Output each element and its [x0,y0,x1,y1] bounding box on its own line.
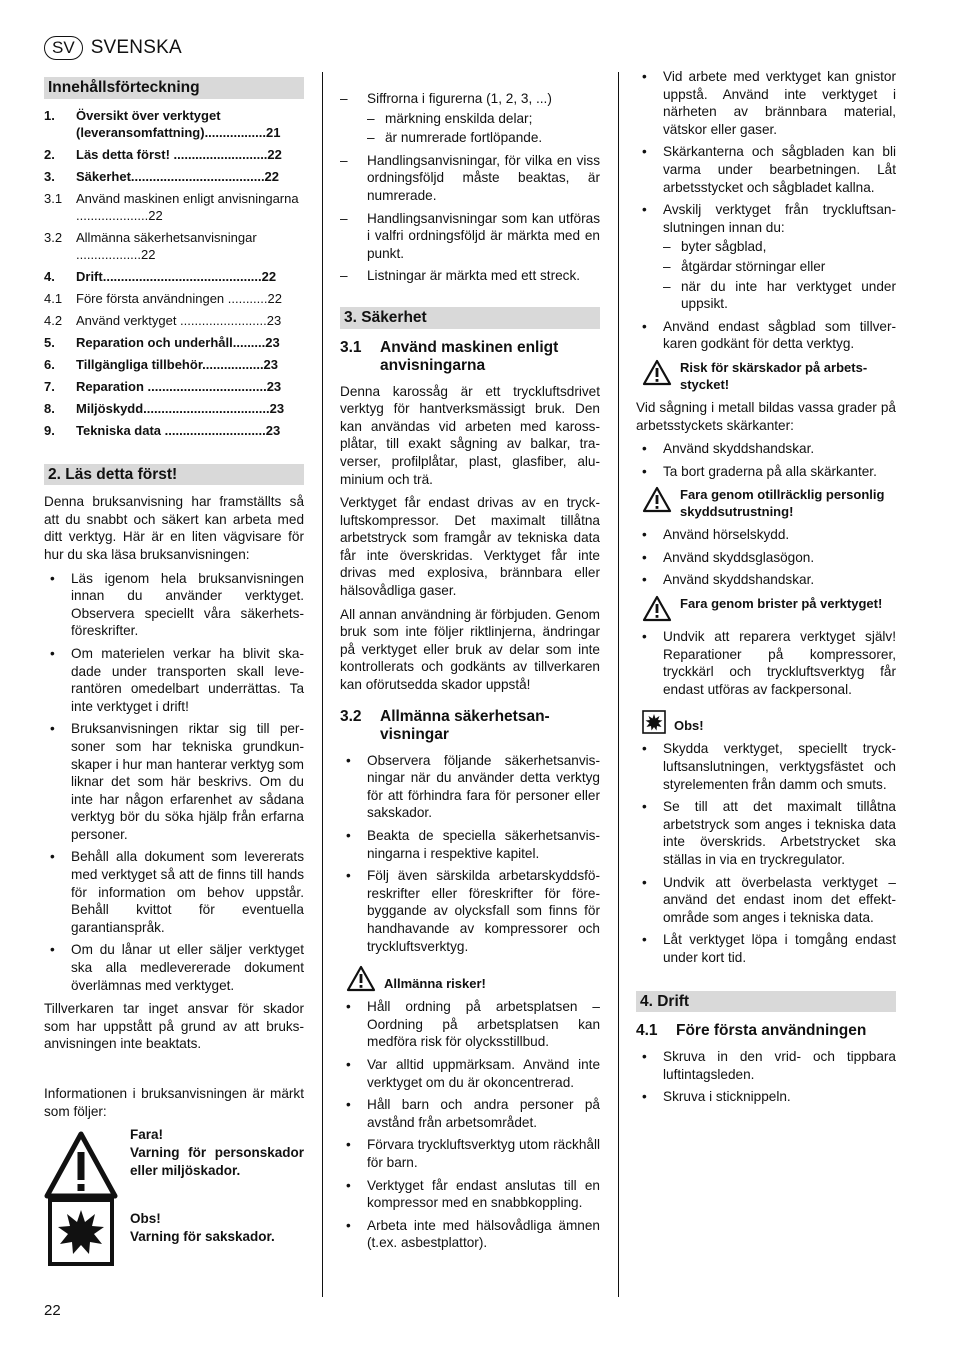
section-2-intro: Denna bruksanvisning har framställts så att du snabbt och säkert kan arbeta med ditt verktyg. Här är en liten vägvisare för hur du ska läsa bruksanvisningen: [44,494,304,562]
obs-note: Obs! [642,710,896,734]
general-risk-warning: Allmänna risker! [346,965,600,992]
list-item: • Håll ordning på arbetsplatsen – Oordning på arbetsplatsen kan medföra risk för olycksstillbud. [340,998,600,1051]
property-damage-icon [48,1198,114,1266]
sub-list [367,110,600,147]
paragraph: Denna karossåg är ett tryckluftsdrivet verktyg för hantverksmässigt bruk. Den kan användas vid arbeten med karossplåtar, till exakt sågning av balkar, traverser, profilplåtar, plast, glasfiber, aluminium och trä. [340,383,600,487]
cut-risk-warning: Risk för skärskador på arbetsstycket! [642,359,896,393]
list-item: • Avskilj verktyget från tryckluftsanslutningen innan du: – byter sågblad, – åtgärdar störningar eller – när du inte har verktyget under uppsikt. [636,201,896,313]
page-number: 22 [44,1302,61,1319]
safety-bullets [340,752,600,956]
toc-number: 5. [44,334,55,350]
toc-entry: Översikt över verktyget (leveransomfattning).................21 [76,107,281,140]
list-item: • Undvik att överbelasta verktyget – använd det endast inom det effektområde som anges i tekniska data. [636,874,896,927]
toc-row [44,290,304,307]
list-item: • Använd skyddshandskar. [636,571,896,589]
toc-row [44,190,304,224]
list-item: • Ta bort graderna på alla skärkanter. [636,463,896,481]
subsection-4-1-title: 4.1 Före första användningen [636,1022,867,1040]
list-item: • Använd endast sågblad som tillverkaren godkänt för detta verktyg. [636,318,896,353]
toc-number: 3. [44,168,55,184]
toc-row [44,422,304,439]
list-item: – Handlingsanvisningar som kan utföras i valfri ordningsföljd är märkta med en punkt. [340,210,600,263]
language-label: SVENSKA [90,37,182,58]
list-item: • Om materielen verkar ha blivit skadade under transporten skall leverantören omedelbart underrättas. Ta inte verktyget i drift! [44,645,304,715]
section-4-title: 4. Drift [636,991,896,1013]
column-1 [44,77,304,1286]
toc-row [44,356,304,373]
list-item: • Läs igenom hela bruksanvisningen innan du använder verktyget. Observera speciellt våra säkerhetsföreskrifter. [44,570,304,640]
toc-entry: Reparation och underhåll.........23 [76,334,280,350]
toc-row [44,268,304,285]
section-2-bullets [44,570,304,995]
list-item [340,90,600,147]
toc-entry: Drift............................................22 [76,268,277,284]
risk-bullets [340,998,600,1252]
legend-danger-text: Varning för personskador eller miljöskador. [130,1145,304,1179]
legend-danger [130,1126,304,1180]
list-item: • Vid arbete med verktyget kan gnistor uppstå. Använd inte verktyget i närheten av brännbara material, vätskor eller gaser. [636,68,896,138]
toc-entry: Tekniska data ............................23 [76,422,281,438]
symbol-legend [44,1126,304,1286]
toc-title: Innehållsförteckning [44,77,304,99]
list-item: • Om du lånar ut eller säljer verktyget ska alla medlevererade dokument överlämnas med verktyget. [44,941,304,994]
list-item: • Skydda verktyget, speciellt tryckluftsanslutningen, verktygsfästet och styrelementen från damm och smuts. [636,740,896,793]
list-item: • Se till att det maximalt tillåtna arbetstryck som anges i tekniska data inte överskrids. Arbetstrycket ska ställas in via en tryckregulator. [636,798,896,868]
list-item: • Behåll alla dokument som levererats med verktyget så att de finns till hands för information om behov uppstår. Behåll kvittot för eventuella garantianspråk. [44,848,304,936]
paragraph: Verktyget får endast drivas av en tryckluftskompressor. Det maximalt tillåtna arbetstryck som framgår av tekniska data får inte överskridas. Verktyget får inte drivas med explosiva, brännbara eller hälsovådliga gaser. [340,495,600,599]
toc-number: 4.1 [44,290,63,306]
info-text: Informationen i bruksanvisningen är märkt som följer: [44,1086,304,1119]
page-header [44,36,182,60]
toc-entry: Läs detta först! ..........................22 [76,146,282,162]
toc-row [44,146,304,163]
legend-obs-text: Varning för sakskador. [130,1229,275,1245]
list-item: • Använd skyddshandskar. [636,440,896,458]
warning-triangle-icon [642,359,672,386]
column-divider [618,72,619,1297]
property-damage-icon [642,710,666,734]
figure-numbers-text: Siffrorna i figurerna (1, 2, 3, ...) [367,91,552,106]
language-badge: SV [44,36,83,60]
ppe-warning: Fara genom otillräcklig personlig skyddsutrustning! [642,486,896,520]
toc-row [44,400,304,417]
list-item: • Använd hörselskydd. [636,526,896,544]
list-item: • Observera följande säkerhetsanvisningar när du använder detta verktyg för att förhindra fara för personer eller sakskador. [340,752,600,822]
list-item: • Var alltid uppmärksam. Använd inte verktyget om du är okoncentrerad. [340,1056,600,1091]
toc-number: 4.2 [44,312,63,328]
defect-warning: Fara genom brister på verktyget! [642,595,896,622]
paragraph: All annan användning är förbjuden. Genom bruk som inte följer riktlinjerna, ändringar på verktyget eller bruk av delar som inte kontrollerats och godkänts av tillverkaren kan oförutsedda skador uppstå! [340,606,600,693]
warning-triangle-icon [346,965,376,992]
operation-bullets [636,68,896,353]
toc-entry: Tillgängliga tillbehör.................23 [76,356,279,372]
list-item: • Skärkanterna och sågbladen kan bli varma under bearbetningen. Låt arbetsstycket och sågbladet kallna. [636,143,896,196]
subsection-3-1-title: 3.1 Använd maskinen enligt anvisningarna [340,338,559,374]
toc-number: 4. [44,268,55,284]
toc-number: 3.2 [44,229,63,245]
toc-entry: Före första användningen ...........22 [76,290,282,306]
legend-obs-title: Obs! [130,1211,161,1227]
toc-number: 8. [44,400,55,416]
cut-bullets [636,440,896,480]
list-item: • Håll barn och andra personer på avstånd från arbetsområdet. [340,1096,600,1131]
section-3-title: 3. Säkerhet [340,307,600,329]
toc-entry: Använd maskinen enligt anvisningarna ....................22 [76,190,299,223]
list-item: • Förvara tryckluftsverktyg utom räckhåll för barn. [340,1136,600,1171]
toc-entry: Allmänna säkerhetsanvisningar ..................22 [76,229,257,262]
liability-text: Tillverkaren tar inget ansvar för skador som har uppstått på grund av att bruksanvisningen inte beaktats. [44,1001,304,1052]
list-item: • Verktyget får endast anslutas till en kompressor med en snabbkoppling. [340,1177,600,1212]
list-item: • Skruva i sticknippeln. [636,1088,896,1106]
legend-obs [130,1210,304,1246]
list-item: • Undvik att reparera verktyget själv! Reparationer på kompressorer, tryckkärl och tryckluftsverktyg får endast utföras av fackpersonal. [636,628,896,698]
list-item: • Bruksanvisningen riktar sig till personer som har tekniska grundkunskaper i hur man hanterar verktyg som liknar det som här beskrivs. Om du inte har någon erfarenhet av sådana verktyg bör du söka hjälp från erfarna personer. [44,720,304,843]
toc-number: 9. [44,422,55,438]
toc-number: 3.1 [44,190,63,206]
legend-danger-title: Fara! [130,1127,164,1143]
table-of-contents [44,107,304,439]
list-item: – byter sågblad, [663,238,896,256]
subsection-3-2-title: 3.2 Allmänna säkerhetsanvisningar [340,707,550,743]
list-item: – märkning enskilda delar; [367,110,600,128]
toc-row [44,312,304,329]
toc-number: 2. [44,146,55,162]
toc-row [44,334,304,351]
first-use-bullets [636,1048,896,1106]
toc-row [44,107,304,141]
toc-number: 7. [44,378,55,394]
list-item: • Skruva in den vrid- och tippbara luftintagsleden. [636,1048,896,1083]
list-item: – när du inte har verktyget under uppsikt. [663,278,896,313]
defect-bullets [636,628,896,698]
list-item: – är numrerade fortlöpande. [367,129,600,147]
toc-number: 6. [44,356,55,372]
warning-triangle-icon [44,1130,118,1200]
toc-row [44,229,304,263]
toc-row [44,378,304,395]
list-item: – åtgärdar störningar eller [663,258,896,276]
toc-entry: Miljöskydd...................................23 [76,400,285,416]
toc-row [44,168,304,185]
warning-triangle-icon [642,486,672,513]
list-item: • Låt verktyget löpa i tomgång endast under kort tid. [636,931,896,966]
paragraph: Vid sågning i metall bildas vassa grader på arbetsstyckets skärkanter: [636,399,896,433]
column-2 [340,90,600,1258]
toc-entry: Använd verktyget ........................23 [76,312,282,328]
column-3 [636,68,896,1112]
ppe-bullets [636,526,896,589]
list-item: • Följ även särskilda arbetarskyddsföreskrifter eller föreskrifter för förebyggande av olycksfall som finns för handhavande av kompressorer och tryckluftsverktyg. [340,867,600,955]
list-item: – Handlingsanvisningar, för vilka en viss ordningsföljd måste beaktas, är numrerade. [340,152,600,205]
toc-number: 1. [44,107,55,123]
sub-list [663,238,896,312]
list-item: • Arbeta inte med hälsovådliga ämnen (t.ex. asbestplattor). [340,1217,600,1252]
column-divider [322,72,323,1297]
section-2-title: 2. Läs detta först! [44,464,304,486]
list-item: – Listningar är märkta med ett streck. [340,267,600,285]
warning-triangle-icon [642,595,672,622]
list-item: • Använd skyddsglasögon. [636,549,896,567]
conventions-list [340,90,600,285]
toc-entry: Säkerhet.....................................22 [76,168,280,184]
toc-entry: Reparation .................................23 [76,378,282,394]
obs-bullets [636,740,896,966]
list-item: • Beakta de speciella säkerhetsanvisningarna i respektive kapitel. [340,827,600,862]
